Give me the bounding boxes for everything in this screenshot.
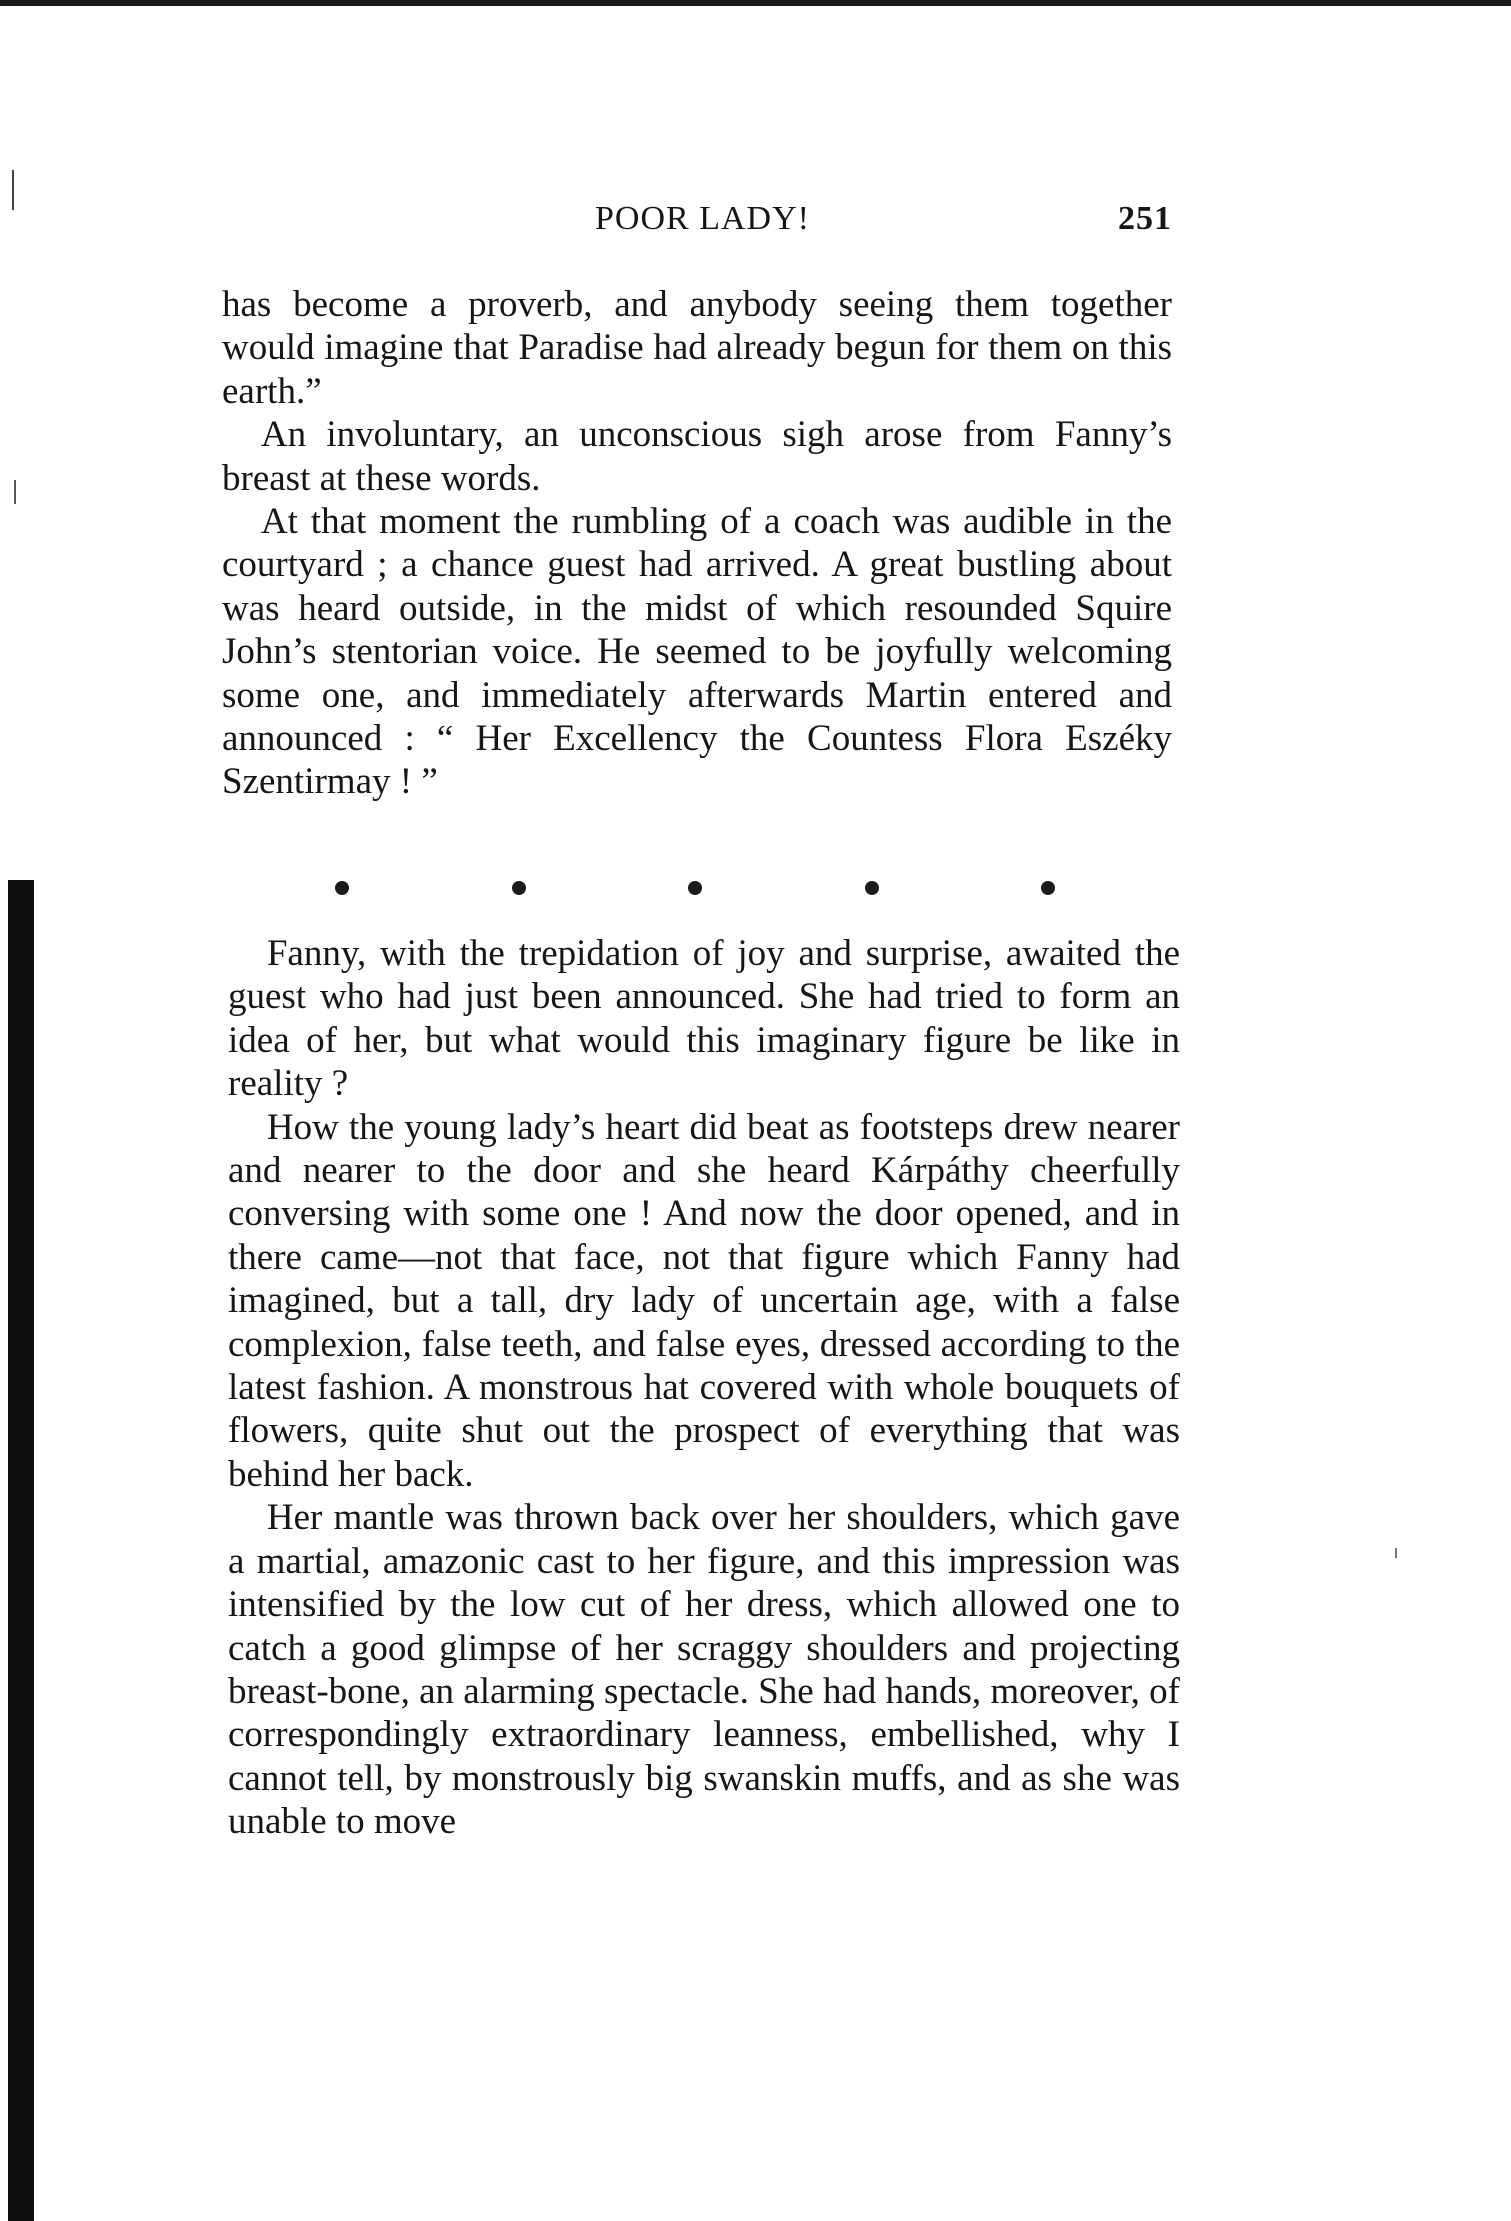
text-section-before-break [222, 283, 1172, 804]
section-break-dot [688, 881, 702, 895]
paragraph: Fanny, with the trepidation of joy and surprise, awaited the guest who had just been announced. She had tried to form an idea of her, but what would this imaginary figure be like in reality ? [228, 933, 1180, 1105]
section-break-dot [1041, 881, 1055, 895]
paragraph: has become a proverb, and anybody seeing them together would imagine that Paradise had already begun for them on this earth.” [222, 284, 1172, 412]
running-title: POOR LADY! [595, 200, 810, 237]
scan-speck [1395, 1548, 1397, 1558]
running-header [225, 200, 1180, 250]
binding-mark [14, 480, 16, 504]
paragraph: Her mantle was thrown back over her shoulders, which gave a martial, amazonic cast to her figure, and this impression was intensified by the low cut of her dress, which allowed one to catch a good glimpse of her scraggy shoulders and projecting breast-bone, an alarming spectacle. She had hands, moreover, of correspondingly extraordinary leanness, embellished, why I cannot tell, by monstrously big swanskin muffs, and as she was unable to move [228, 1497, 1180, 1843]
section-break-dot [865, 881, 879, 895]
binding-mark [12, 170, 14, 210]
section-break [335, 878, 1055, 898]
paragraph: At that moment the rumbling of a coach was audible in the courtyard ; a chance guest had arrived. A great bustling about was heard outside, in the midst of which resounded Squire John’s stentorian voice. He seemed to be joyfully welcoming some one, and immediately afterwards Martin entered and announced : “ Her Excellency the Countess Flora Eszéky Szentirmay ! ” [222, 501, 1172, 803]
section-break-dot [335, 881, 349, 895]
text-section-after-break [228, 932, 1180, 1844]
section-break-dot [512, 881, 526, 895]
paragraph: How the young lady’s heart did beat as footsteps drew nearer and nearer to the door and she heard Kárpáthy cheerfully conversing with some one ! And now the door opened, and in there came—not that face, not that figure which Fanny had imagined, but a tall, dry lady of uncertain age, with a false complexion, false teeth, and false eyes, dressed according to the latest fashion. A monstrous hat covered with whole bouquets of flowers, quite shut out the prospect of everything that was behind her back. [228, 1106, 1180, 1495]
paragraph: An involuntary, an unconscious sigh arose from Fanny’s breast at these words. [222, 414, 1172, 499]
page-number: 251 [1118, 200, 1172, 237]
top-scan-edge [0, 0, 1511, 6]
book-spine-shadow [8, 880, 34, 2221]
